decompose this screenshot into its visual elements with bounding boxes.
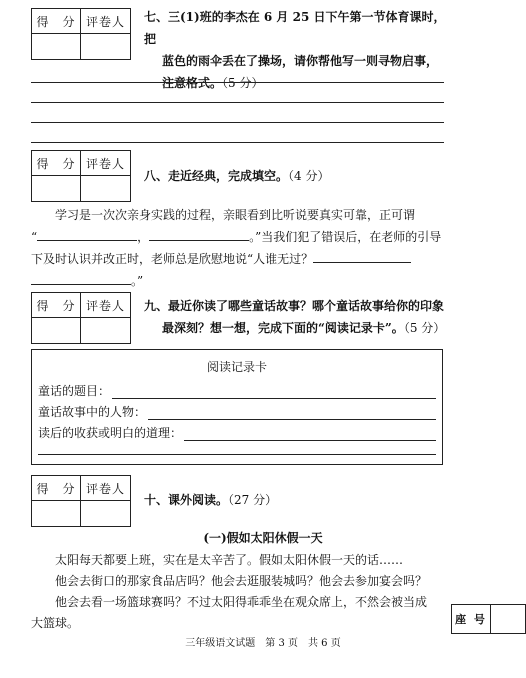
- question-10: [144, 489, 449, 511]
- card-row-lesson: [38, 424, 436, 441]
- q8-score: （4 分）: [288, 169, 330, 183]
- answer-line[interactable]: [31, 142, 444, 143]
- seat-number-box: [451, 604, 526, 634]
- q8-paragraph: [31, 204, 444, 292]
- q10-title: 十、课外阅读。: [144, 493, 229, 507]
- card-title: 阅读记录卡: [206, 360, 267, 374]
- fill-blank[interactable]: [31, 270, 131, 285]
- q7-line3: 注意格式。: [162, 76, 223, 90]
- q8-text-d-end: 。”: [131, 274, 144, 288]
- story-p3: 他会去看一场篮球赛吗？不过太阳得乖乖坐在观众席上，不然会被当成: [55, 595, 428, 609]
- score-label: 得 分: [32, 151, 81, 176]
- score-box-q10: [31, 475, 131, 527]
- grader-label: 评卷人: [81, 476, 130, 501]
- characters-field[interactable]: [148, 407, 436, 420]
- grader-label: 评卷人: [81, 293, 130, 318]
- q8-open-quote: “: [31, 230, 38, 244]
- story-title-field[interactable]: [112, 386, 436, 399]
- score-label: 得 分: [32, 9, 81, 34]
- card-row-characters: [38, 403, 436, 420]
- score-box-q7: [31, 8, 131, 60]
- page-footer: 三年级语文试题 第 3 页 共 6 页: [185, 638, 341, 649]
- score-cell[interactable]: [32, 318, 81, 343]
- q8-text-c: 下及时认识并改正时，老师总是欣慰地说“人谁无过？: [31, 252, 314, 266]
- answer-line[interactable]: [31, 122, 444, 123]
- question-7: [144, 6, 449, 94]
- story-body: [31, 550, 446, 634]
- q7-score: （5 分）: [222, 76, 264, 90]
- q9-line2: 最深刻？想一想，完成下面的“阅读记录卡”。: [162, 321, 404, 335]
- lesson-field[interactable]: [184, 428, 436, 441]
- q7-line1: 七、三(1)班的李杰在 6 月 25 日下午第一节体育课时，把: [144, 10, 446, 46]
- score-label: 得 分: [32, 476, 81, 501]
- q7-line2: 蓝色的雨伞丢在了操场，请你帮他写一则寻物启事，: [162, 54, 439, 68]
- reading-record-card: [31, 349, 443, 465]
- score-cell[interactable]: [32, 176, 81, 201]
- score-cell[interactable]: [32, 34, 81, 59]
- story-p2: 他会去街口的那家食品店吗？他会去逛服装城吗？他会去参加宴会吗？: [55, 574, 428, 588]
- grader-cell[interactable]: [81, 501, 130, 526]
- grader-label: 评卷人: [81, 9, 130, 34]
- score-box-q9: [31, 292, 131, 344]
- lesson-field-line[interactable]: [38, 454, 436, 455]
- story-title: (一)假如太阳休假一天: [203, 531, 323, 545]
- answer-line[interactable]: [31, 82, 444, 83]
- grader-cell[interactable]: [81, 176, 130, 201]
- q8-text-b-close: 。”当我们犯了错误后，在老师的引导: [249, 230, 442, 244]
- answer-line[interactable]: [31, 102, 444, 103]
- q10-score: （27 分）: [228, 493, 278, 507]
- question-9: [144, 295, 449, 339]
- grader-label: 评卷人: [81, 151, 130, 176]
- seat-number-field[interactable]: [491, 605, 525, 633]
- score-box-q8: [31, 150, 131, 202]
- story-p1: 太阳每天都要上班，实在是太辛苦了。假如太阳休假一天的话……: [55, 553, 404, 567]
- card-row-characters-label: 童话故事中的人物：: [38, 405, 147, 419]
- score-cell[interactable]: [32, 501, 81, 526]
- grader-cell[interactable]: [81, 318, 130, 343]
- q8-text-a: 学习是一次次亲身实践的过程，亲眼看到比听说要真实可靠，正可谓: [55, 208, 416, 222]
- score-label: 得 分: [32, 293, 81, 318]
- card-row-title: [38, 382, 436, 399]
- grader-cell[interactable]: [81, 34, 130, 59]
- card-row-lesson-label: 读后的收获或明白的道理：: [38, 426, 183, 440]
- fill-blank[interactable]: [149, 226, 249, 241]
- question-8: [144, 165, 449, 187]
- q8-comma: ，: [137, 230, 150, 244]
- q9-line1: 九、最近你读了哪些童话故事？哪个童话故事给你的印象: [144, 299, 445, 313]
- fill-blank[interactable]: [37, 226, 137, 241]
- story-p4: 大篮球。: [31, 616, 80, 630]
- card-row-title-label: 童话的题目：: [38, 384, 111, 398]
- q8-title: 八、走近经典，完成填空。: [144, 169, 289, 183]
- fill-blank[interactable]: [313, 248, 411, 263]
- seat-number-label: 座 号: [452, 605, 491, 633]
- q9-score: （5 分）: [403, 321, 446, 335]
